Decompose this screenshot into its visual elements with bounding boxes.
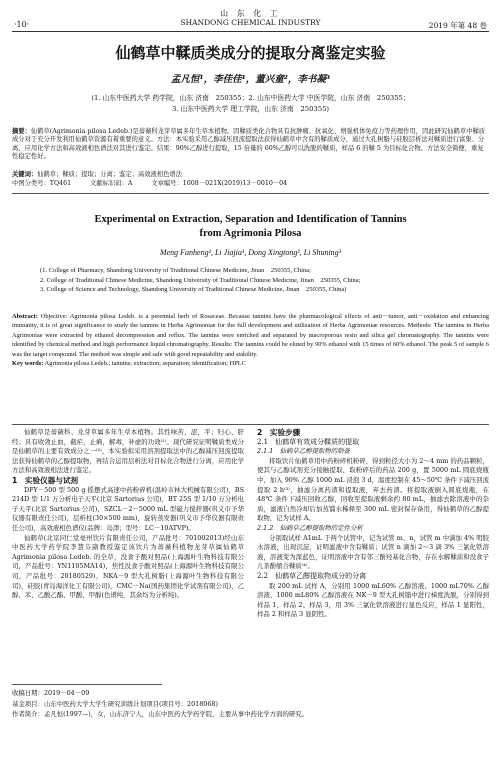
authors-cn: 孟凡恒¹，李佳佳¹，董兴童²，李书凝³ xyxy=(170,74,331,85)
paper-title-en-line2: from Agrimonia Pilosa xyxy=(199,228,302,239)
journal-issue: 2019 年第 48 卷 xyxy=(428,21,487,30)
keywords-en-label: Key words: xyxy=(12,360,44,368)
keywords-cn xyxy=(12,171,489,179)
section-2-1-heading: 2.1 仙鹤草有效成分鞣质的提取 xyxy=(257,437,360,446)
journal-name-en: SHANDONG CHEMICAL INDUSTRY xyxy=(180,18,321,27)
header-divider xyxy=(12,31,489,32)
section-divider xyxy=(12,193,489,194)
section-divider xyxy=(12,424,489,425)
page-number: ·10· xyxy=(14,20,30,29)
intro-paragraph: 仙鹤草是蔷薇科、龙芽草属多年生草本植物。其性味苦，涩，平；归心、肝经；具有收敛止血，截疟，止痢，解毒，补虚的功效⁽¹⁾。现代研究证明鞣质类成分是仙鹤草的主要有效成分之一⁽²⁾，本实验拟采用溶剂提取法中的乙醇减压回流提取法获得仙鹤草的乙醇提取物，再结合运用层析法对目标化合物进行分离，应用化学方法和高效液相法进行鉴定。 xyxy=(12,428,244,475)
footnote-received: 收稿日期：2019－04－09 xyxy=(12,689,90,697)
body-right-column xyxy=(257,428,489,620)
affiliation-en-2: 2. College of Traditional Chinese Medicine, Shandong University of Traditional Chinese Medicine, Jinan 250355, China; xyxy=(40,276,361,284)
section-1-paragraph-1: DFY－500 型 500 g 摇摆式高速中药粉碎机(温岭市林大机械有限公司)，BS 214D 型 1/1 万分析电子天平(北京 Sartorius 公司)，BT 25S 型 1/10 万分析电子天平(北京 Sartorius 公司)，SZCL－2－5000 mL 型磁力搅拌器(巩义市予华仪器有限责任公司)，层析柱(30×500 mm)，旋转蒸发器(巩义市予华仪器有限责任公司)，高效液相色谱仪(品牌：岛津；型号：LC－10ATVP)。 xyxy=(12,485,244,532)
section-1-paragraph-2: 仙鹤草(北京同仁堂亳州饮片有限责任公司，产品批号：701002013)经山东中医药大学药学院李慧芬副教授鉴定该饮片为蔷薇科植物龙芽草属仙鹤草 Agrimonia pilosa Ledeb. 的全草，没食子酸对照品(上海源叶生物科技有限公司，产品批号：YN1105MA14)，焦性没食子酸对照品(上海源叶生物科技有限公司，产品批号：20180529)，NKA－9 型大孔树脂(上海源叶生物科技有限公司)，硅胶(青岛海洋化工有限公司)，CMC－Na(国药集团化学试剂有限公司)，乙醇、苯、乙酸乙酯、甲酸、甲醇(色谱纯，其余均为分析纯)。 xyxy=(12,533,244,600)
paper-title-en xyxy=(0,213,501,241)
affiliation-en-1: (1. College of Pharmacy, Shandong University of Traditional Chinese Medicine, Jinan 250355, China; xyxy=(40,267,311,274)
section-2-1-1-heading: 2.1.1 仙鹤草乙醇提取物的制备 xyxy=(257,447,350,456)
section-2-heading: 2 实验步骤 xyxy=(257,428,301,437)
abstract-cn-label: 摘要： xyxy=(12,128,31,135)
section-1-heading: 1 实验仪器与试剂 xyxy=(12,475,79,485)
body-left-column xyxy=(12,428,244,601)
abstract-en-label: Abstract: xyxy=(12,313,38,320)
abstract-en-text: Objective: Agrimonia pilosa Ledeb. is a perennial herb of Rosaceae. Because tannins have the pharmacological effects of anti－tumor, anti－oxidation and enhancing immunity, it is of great significance to study the tannins in Herba Agrimoniae for the full development and utilization of Herba Agrimoniae resources. Methods: The tannins in Herba Agrimoniae were extracted by ethanol decompression and reflux. The tannins were enriched and separated by macroporous resin and silica gel chromatography. The tannins were identified by chemical method and high performance liquid chromatography. Results: The tannins could be eluted by 90% ethanol with 15 times of 60% ethanol. The peak 5 of sample 6 was the target compound. The method was simple and safe with good repeatability and stability. xyxy=(12,313,489,358)
section-2-2-paragraph: 取 200 mL 试样 A，分别用 1000 mL60% 乙醇溶液、1000 mL70% 乙醇溶液、1000 mL80% 乙醇溶液在 NK－9 型大孔树脂中进行梯度洗脱，分别得到样品 1、样品 2、样品 3，用 3% 三氯化铁溶液进行显色反应，样品 1 显阳性，样品 2 和样品 3 显阴性。 xyxy=(257,581,489,619)
journal-name-cn: 山 东 化 工 xyxy=(220,9,281,18)
keywords-en-text: Agrimonia pilosa Ledeb.; tannins; extraction; separation; identification; HPLC xyxy=(44,360,246,368)
journal-header xyxy=(0,9,501,27)
footnote-divider xyxy=(12,684,162,685)
article-meta: 中图分类号：TQ461 文献标识码：A 文章编号：1008－021X(2019)13－0010－04 xyxy=(12,180,288,187)
paper-title-en-line1: Experimental on Extraction, Separation and Identification of Tannins xyxy=(94,214,407,225)
abstract-en xyxy=(12,312,489,368)
abstract-cn xyxy=(12,128,489,162)
affiliation-en-3: 3. College of Science and Technology, Shandong University of Traditional Chinese Medicine, Jinan 250355, China) xyxy=(40,286,347,294)
abstract-cn-text: 仙鹤草(Agrimonia pilosa Ledeb.)是蔷薇科龙芽草属多年生草本植物。因鞣质类化合物具有抗肿瘤、抗氧化、增强机体免疫力等药理作用，因此研究仙鹤草中鞣质成分对于充分开发利用仙鹤草资源有着重要的意义。方法：本实验采用乙醇减压回流提取法获得仙鹤草中含有的鞣质成分，通过大孔树脂与硅胶层析法对鞣质进行富集、分离，应用化学方法和高效液相色谱法对其进行鉴定。结果：90%乙醇进行提取，15 倍量的 60%乙醇可以洗脱的鞣质，样品 6 的鞣 5 为目标化合物。方法安全简便，重复性稳定性好。 xyxy=(12,128,486,161)
authors-en: Meng Fanheng¹, Li Jiajia¹, Dong Xingtong², Li Shuning³ xyxy=(159,248,342,257)
footnote-fund: 基金项目：山东中医药大学大学生研究训练计划项目(项目号：2018068) xyxy=(12,699,218,708)
keywords-cn-label: 关键词： xyxy=(12,171,38,178)
section-2-2-heading: 2.2 仙鹤草乙醇提取物成分的分离 xyxy=(257,571,367,580)
keywords-cn-text: 仙鹤草；鞣质；提取；分离；鉴定；高效液相色谱法 xyxy=(37,171,183,178)
section-2-1-1-paragraph: 将取饮片仙鹤草用中药粉碎机粉碎，得到粒径大小为 2～4 mm 的药品颗粒，使其与乙醇试剂充分接触提取，取粉碎后的药品 200 g，置 5000 mL 圆底烧瓶中，加入 90% 乙醇 1000 mL 浸泡 3 d，温度控制在 45～50℃ 条件下减压回流提取 2 h⁽³⁾，抽滤分离药渣和提取液，弃去药渣。将提取液倒入圆底烧瓶，在 48℃ 条件下减压回收乙醇，回收至提取液剩余约 80 mL，抽滤去除溶液中的杂质，滤液自然冷却后加蒸馏水稀释至 300 mL 密封保存备用，得仙鹤草的乙醇提取物，记为试样 A。 xyxy=(257,456,489,523)
section-2-1-2-paragraph: 分别取试样 A1mL 于两个试管中，记为试管 m、n，试管 m 中滴加 4% 明胶水溶液，出现沉淀，证明滤液中含有鞣质；试管 n 滴加 2～3 滴 3% 三氯化铁溶液，溶液变为深蓝色，证明溶液中含有邻三酚羟基化合物，存在水解鞣质和没食子儿茶酚缩合鞣质⁽⁴⁾。 xyxy=(257,533,489,571)
affiliation-cn-2: 3. 山东中医药大学 理工学院，山东 济南 250355) xyxy=(171,105,330,113)
affiliation-en xyxy=(40,266,470,295)
paper-title-cn: 仙鹤草中鞣质类成分的提取分离鉴定实验 xyxy=(115,44,386,62)
section-2-1-2-heading: 2.1.2 仙鹤草乙醇提取物的定性分析 xyxy=(257,523,363,532)
footnote-author: 作者简介：孟凡恒(1997—)，女，山东济宁人，山东中医药大学药学院，主要从事中药化学方面的研究。 xyxy=(12,710,309,718)
footnote xyxy=(12,688,489,720)
affiliation-cn-1: (1. 山东中医药大学 药学院，山东 济南 250355；2. 山东中医药大学 中医学院，山东 济南 250355； xyxy=(91,94,410,102)
